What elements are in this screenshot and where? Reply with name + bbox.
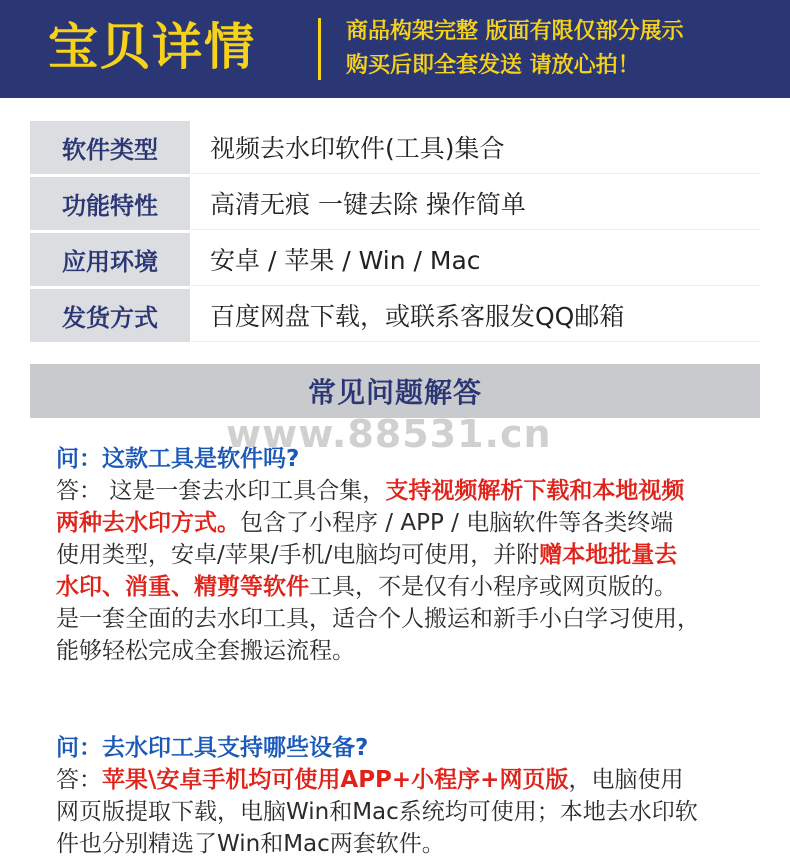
spec-value: 百度网盘下载，或联系客服发QQ邮箱 <box>192 289 760 342</box>
faq-answer-line <box>56 571 756 603</box>
spec-label: 软件类型 <box>30 121 190 174</box>
faq-answer-line <box>56 507 756 539</box>
answer-text: 答： 这是一套去水印工具合集， <box>56 478 386 504</box>
faq-answer-line <box>56 764 756 796</box>
spec-row-features <box>30 177 760 230</box>
faq-question: 问：去水印工具支持哪些设备? <box>56 735 369 761</box>
answer-highlight: 苹果\安卓手机均可使用APP+小程序+网页版 <box>102 767 569 793</box>
answer-text: 包含了小程序 / APP / 电脑软件等各类终端 <box>240 510 674 536</box>
faq-answer-line: 是一套全面的去水印工具，适合个人搬运和新手小白学习使用， <box>56 606 700 632</box>
spec-value: 视频去水印软件(工具)集合 <box>192 121 760 174</box>
faq-answer-line: 件也分别精选了Win和Mac两套软件。 <box>56 831 445 857</box>
spec-row-software-type <box>30 121 760 174</box>
spec-label: 应用环境 <box>30 233 190 286</box>
faq-item-devices <box>56 732 756 860</box>
header-divider <box>318 18 321 80</box>
answer-highlight: 水印、消重、精剪等软件 <box>56 574 309 600</box>
header-banner <box>0 0 790 98</box>
spec-row-environment <box>30 233 760 286</box>
spec-label: 功能特性 <box>30 177 190 230</box>
spec-label: 发货方式 <box>30 289 190 342</box>
answer-text: ，电脑使用 <box>568 767 684 793</box>
answer-text: 工具，不是仅有小程序或网页版的。 <box>309 574 677 600</box>
header-subtitle-line1: 商品构架完整 版面有限仅部分展示 <box>346 19 684 44</box>
faq-answer-line <box>56 475 756 507</box>
answer-highlight: 赠本地批量去 <box>539 542 678 568</box>
spec-value: 高清无痕 一键去除 操作简单 <box>192 177 760 230</box>
faq-section-title: 常见问题解答 <box>30 364 760 418</box>
spec-value: 安卓 / 苹果 / Win / Mac <box>192 233 760 286</box>
watermark: www.88531.cn <box>226 412 552 456</box>
header-title: 宝贝详情 <box>48 18 256 76</box>
faq-item-software <box>56 443 756 667</box>
answer-highlight: 两种去水印方式。 <box>56 510 240 536</box>
answer-text: 使用类型，安卓/苹果/手机/电脑均可使用，并附 <box>56 542 540 568</box>
faq-answer-line <box>56 539 756 571</box>
faq-answer-line: 能够轻松完成全套搬运流程。 <box>56 638 355 664</box>
spec-row-delivery <box>30 289 760 342</box>
faq-answer-line: 网页版提取下载，电脑Win和Mac系统均可使用；本地去水印软 <box>56 799 698 825</box>
faq-question: 问：这款工具是软件吗? <box>56 446 300 472</box>
header-subtitle-line2: 购买后即全套发送 请放心拍！ <box>346 53 640 78</box>
answer-highlight: 支持视频解析下载和本地视频 <box>385 478 685 504</box>
answer-text: 答： <box>56 767 102 793</box>
